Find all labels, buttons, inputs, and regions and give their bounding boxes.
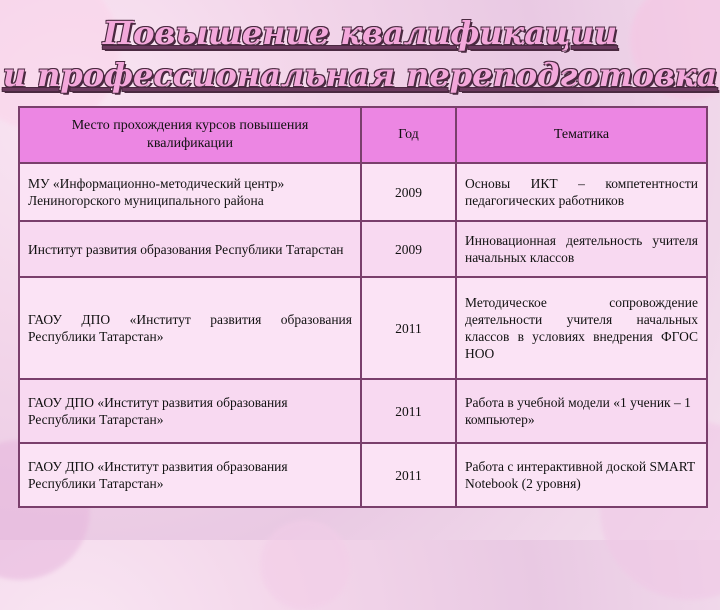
table-row [19, 379, 707, 443]
cell-year: 2011 [361, 443, 456, 507]
qualification-table [18, 106, 708, 508]
page-title [0, 12, 720, 96]
decorative-bokeh [260, 520, 350, 610]
table-header-row [19, 107, 707, 163]
table-row [19, 163, 707, 221]
cell-year: 2009 [361, 221, 456, 277]
cell-place: Институт развития образования Республики Татарстан [19, 221, 361, 277]
title-line-1: Повышение квалификации [102, 14, 618, 52]
header-place: Место прохождения курсов повышения квалификации [19, 107, 361, 163]
cell-place: ГАОУ ДПО «Институт развития образования Республики Татарстан» [19, 277, 361, 379]
cell-place: ГАОУ ДПО «Институт развития образования Республики Татарстан» [19, 443, 361, 507]
cell-topic: Инновационная деятельность учителя начальных классов [456, 221, 707, 277]
table-row [19, 277, 707, 379]
table-row [19, 221, 707, 277]
cell-topic: Работа в учебной модели «1 ученик – 1 компьютер» [456, 379, 707, 443]
cell-topic: Методическое сопровождение деятельности учителя начальных классов в условиях внедрения ФГОС НОО [456, 277, 707, 379]
header-topic: Тематика [456, 107, 707, 163]
cell-year: 2011 [361, 379, 456, 443]
cell-place: ГАОУ ДПО «Институт развития образования Республики Татарстан» [19, 379, 361, 443]
cell-topic: Работа с интерактивной доской SMART Notebook (2 уровня) [456, 443, 707, 507]
cell-topic: Основы ИКТ – компетентности педагогических работников [456, 163, 707, 221]
header-year: Год [361, 107, 456, 163]
title-line-2: и профессиональная переподготовка [2, 56, 718, 94]
table-row [19, 443, 707, 507]
cell-year: 2009 [361, 163, 456, 221]
cell-place: МУ «Информационно-методический центр» Лениногорского муниципального района [19, 163, 361, 221]
cell-year: 2011 [361, 277, 456, 379]
